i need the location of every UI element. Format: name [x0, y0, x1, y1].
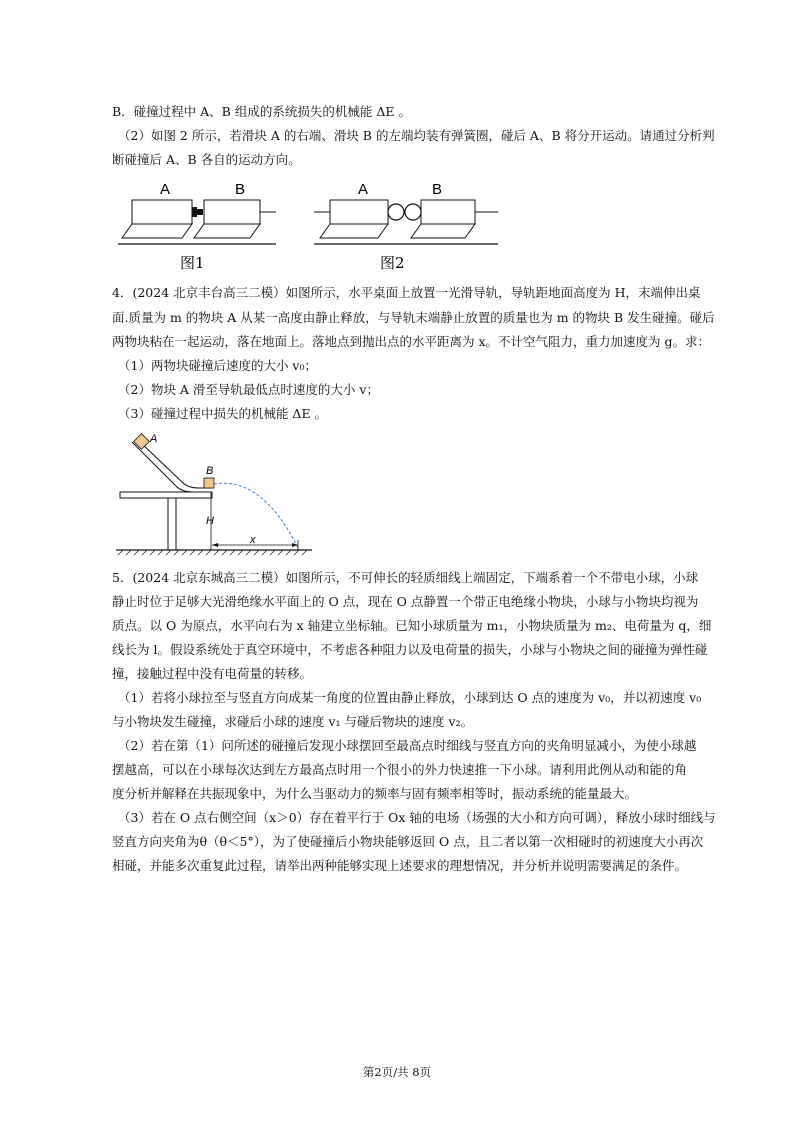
q5-line4: 线长为 l。假设系统处于真空环境中，不考虑各种阻力以及电荷量的损失，小球与小物块之间的碰撞为弹性碰: [112, 642, 708, 657]
collision-figures: [118, 176, 508, 276]
figure2-caption: 图2: [380, 254, 405, 272]
q4-figure: [112, 432, 322, 560]
q4-line3: 两物块粘在一起运动，落在地面上。落地点到抛出点的水平距离为 x。不计空气阻力，重力加速度为 g。求：: [112, 334, 711, 349]
q5-part3-line3: 相碰，并能多次重复此过程，请举出两种能够实现上述要求的理想情况，并分析并说明需要满足的条件。: [112, 858, 688, 873]
q5-part1-line1: （1）若将小球拉至与竖直方向成某一角度的位置由静止释放，小球到达 O 点的速度为 v₀，并以初速度 v₀: [118, 690, 702, 705]
page-footer: 第2页/共 8页: [362, 1065, 432, 1079]
q4-part2: （2）物块 A 滑至导轨最低点时速度的大小 v；: [118, 382, 379, 397]
q3-part2-line2: 断碰撞后 A、B 各自的运动方向。: [112, 152, 301, 167]
figure1-block-b: [204, 200, 260, 224]
q5-part2-line2: 摆越高，可以在小球每次达到左方最高点时用一个很小的外力快速推一下小球。请利用此例从动和能的角: [112, 762, 688, 777]
q3-part2-line1: （2）如图 2 所示，若滑块 A 的右端、滑块 B 的左端均装有弹簧圈，碰后 A、B 将分开运动。请通过分析判: [118, 128, 715, 143]
figure2-block-a: [330, 200, 388, 224]
q5-line2: 静止时位于足够大光滑绝缘水平面上的 O 点，现在 O 点静置一个带正电绝缘小物块，小球与小物块均视为: [112, 594, 699, 609]
q4-label-x: x: [250, 534, 256, 546]
figure2-spring-b: [405, 204, 421, 220]
figure1-block-a: [132, 200, 192, 224]
q4-line1: 4．(2024 北京丰台高三二模）如图所示，水平桌面上放置一光滑导轨，导轨距地面高度为 H，末端伸出桌: [112, 285, 701, 300]
q4-label-a: A: [150, 433, 158, 445]
figure1-label-b: B: [235, 181, 246, 198]
q4-part1: （1）两物块碰撞后速度的大小 v₀；: [118, 358, 317, 373]
q5-line1: 5．(2024 北京东城高三二模）如图所示，不可伸长的轻质细线上端固定，下端系着一个不带电小球，小球: [112, 570, 699, 585]
table-top: [120, 492, 212, 498]
q5-part2-line1: （2）若在第（1）问所述的碰撞后发现小球摆回至最高点时细线与竖直方向的夹角明显减小，为使小球越: [118, 738, 697, 753]
q4-part3: （3）碰撞过程中损失的机械能 ΔE 。: [118, 406, 328, 421]
figure1-caption: 图1: [180, 254, 205, 272]
figure2-block-b: [421, 200, 475, 224]
figure2-label-b: B: [432, 181, 443, 198]
q4-label-b: B: [206, 465, 214, 477]
option-b-text: B．碰撞过程中 A、B 组成的系统损失的机械能 ΔE 。: [112, 104, 411, 119]
block-b: [204, 478, 214, 488]
trajectory-curve: [214, 483, 298, 548]
block-a: [134, 434, 150, 450]
table-leg: [168, 498, 176, 550]
q5-line5: 撞，接触过程中没有电荷量的转移。: [112, 666, 313, 681]
q5-part1-line2: 与小物块发生碰撞，求碰后小球的速度 v₁ 与碰后物块的速度 v₂。: [112, 714, 474, 729]
figure2-diagram: [314, 181, 498, 272]
figure2-spring-a: [388, 204, 404, 220]
q5-part3-line2: 竖直方向夹角为θ（θ＜5°），为了使碰撞后小物块能够返回 O 点，且二者以第一次相碰时的初速度大小再次: [112, 834, 704, 849]
figure2-label-a: A: [358, 181, 369, 198]
q4-line2: 面.质量为 m 的物块 A 从某一高度由静止释放，与导轨末端静止放置的质量也为 m 的物块 B 发生碰撞。碰后: [112, 310, 715, 325]
q5-part3-line1: （3）若在 O 点右侧空间（x＞0）存在着平行于 Ox 轴的电场（场强的大小和方向可调），释放小球时细线与: [118, 810, 716, 825]
q4-label-h: H: [206, 515, 214, 527]
figure1-label-a: A: [160, 181, 171, 198]
q5-part2-line3: 度分析并解释在共振现象中，为什么当驱动力的频率与固有频率相等时，振动系统的能量最大。: [112, 786, 638, 801]
figure1-diagram: [118, 181, 276, 272]
q5-line3: 质点。以 O 为原点，水平向右为 x 轴建立坐标轴。已知小球质量为 m₁，小物块质量为 m₂、电荷量为 q，细: [112, 618, 712, 633]
